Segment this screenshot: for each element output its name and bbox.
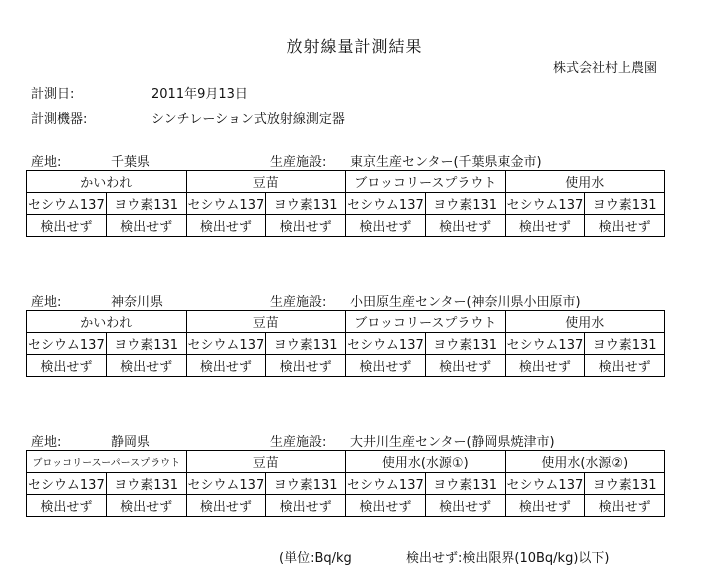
isotope-cell: セシウム137	[186, 473, 266, 495]
isotope-cell: ヨウ素131	[266, 473, 346, 495]
origin-label: 産地:	[31, 435, 62, 450]
product-name: 使用水(水源①)	[346, 451, 506, 473]
result-cell: 検出せず	[27, 355, 107, 377]
origin-label: 産地:	[31, 295, 62, 310]
isotope-cell: ヨウ素131	[585, 473, 665, 495]
isotope-cell: セシウム137	[346, 333, 426, 355]
facility-value: 大井川生産センター(静岡県焼津市)	[350, 435, 555, 450]
isotope-cell: ヨウ素131	[585, 193, 665, 215]
result-cell: 検出せず	[505, 495, 585, 517]
result-cell: 検出せず	[106, 355, 186, 377]
isotope-cell: ヨウ素131	[266, 193, 346, 215]
result-cell: 検出せず	[266, 355, 346, 377]
origin-value: 千葉県	[111, 155, 151, 170]
product-name: かいわれ	[27, 311, 187, 333]
result-cell: 検出せず	[27, 215, 107, 237]
origin-value: 静岡県	[111, 435, 151, 450]
device-label: 計測機器:	[31, 112, 88, 127]
result-cell: 検出せず	[266, 215, 346, 237]
facility-value: 東京生産センター(千葉県東金市)	[350, 155, 542, 170]
product-name: ブロッコリースーパースプラウト	[27, 451, 187, 473]
isotope-cell: セシウム137	[27, 473, 107, 495]
result-row	[27, 215, 665, 237]
isotope-cell: ヨウ素131	[106, 333, 186, 355]
result-cell: 検出せず	[425, 495, 505, 517]
result-cell: 検出せず	[186, 495, 266, 517]
result-cell: 検出せず	[186, 355, 266, 377]
isotope-row	[27, 333, 665, 355]
device-value: シンチレーション式放射線測定器	[151, 112, 345, 127]
isotope-cell: ヨウ素131	[266, 333, 346, 355]
product-name: ブロッコリースプラウト	[346, 171, 506, 193]
result-cell: 検出せず	[346, 495, 426, 517]
product-name: 使用水	[505, 171, 665, 193]
result-cell: 検出せず	[266, 495, 346, 517]
result-cell: 検出せず	[505, 355, 585, 377]
results-table	[26, 170, 665, 237]
isotope-cell: ヨウ素131	[425, 473, 505, 495]
date-label: 計測日:	[31, 87, 75, 102]
company-name: 株式会社村上農園	[552, 61, 657, 76]
product-name: 豆苗	[186, 451, 346, 473]
origin-value: 神奈川県	[111, 295, 164, 310]
isotope-row	[27, 193, 665, 215]
isotope-cell: ヨウ素131	[425, 333, 505, 355]
result-cell: 検出せず	[346, 355, 426, 377]
facility-value: 小田原生産センター(神奈川県小田原市)	[350, 295, 581, 310]
detection-limit-note: 検出せず:検出限界(10Bq/kg)以下)	[406, 551, 610, 566]
unit-note: (単位:Bq/kg	[279, 551, 352, 566]
date-value: 2011年9月13日	[151, 87, 248, 102]
result-cell: 検出せず	[585, 495, 665, 517]
facility-label: 生産施設:	[270, 295, 327, 310]
result-cell: 検出せず	[425, 355, 505, 377]
product-name: 使用水(水源②)	[505, 451, 665, 473]
isotope-cell: セシウム137	[186, 333, 266, 355]
isotope-cell: セシウム137	[505, 473, 585, 495]
facility-label: 生産施設:	[270, 155, 327, 170]
isotope-row	[27, 473, 665, 495]
isotope-cell: セシウム137	[186, 193, 266, 215]
product-name: 使用水	[505, 311, 665, 333]
isotope-cell: セシウム137	[346, 473, 426, 495]
isotope-cell: ヨウ素131	[585, 333, 665, 355]
result-cell: 検出せず	[346, 215, 426, 237]
result-cell: 検出せず	[27, 495, 107, 517]
product-name: かいわれ	[27, 171, 187, 193]
result-cell: 検出せず	[425, 215, 505, 237]
isotope-cell: セシウム137	[505, 333, 585, 355]
result-cell: 検出せず	[106, 495, 186, 517]
product-row	[27, 171, 665, 193]
product-name: ブロッコリースプラウト	[346, 311, 506, 333]
isotope-cell: ヨウ素131	[106, 473, 186, 495]
origin-label: 産地:	[31, 155, 62, 170]
isotope-cell: ヨウ素131	[425, 193, 505, 215]
isotope-cell: セシウム137	[505, 193, 585, 215]
result-cell: 検出せず	[585, 355, 665, 377]
page-title: 放射線量計測結果	[286, 37, 423, 56]
result-cell: 検出せず	[106, 215, 186, 237]
result-cell: 検出せず	[186, 215, 266, 237]
result-row	[27, 355, 665, 377]
product-row	[27, 311, 665, 333]
facility-label: 生産施設:	[270, 435, 327, 450]
product-row	[27, 451, 665, 473]
results-table	[26, 310, 665, 377]
isotope-cell: ヨウ素131	[106, 193, 186, 215]
product-name: 豆苗	[186, 171, 346, 193]
result-row	[27, 495, 665, 517]
result-cell: 検出せず	[585, 215, 665, 237]
result-cell: 検出せず	[505, 215, 585, 237]
isotope-cell: セシウム137	[27, 193, 107, 215]
isotope-cell: セシウム137	[346, 193, 426, 215]
results-table	[26, 450, 665, 517]
isotope-cell: セシウム137	[27, 333, 107, 355]
product-name: 豆苗	[186, 311, 346, 333]
